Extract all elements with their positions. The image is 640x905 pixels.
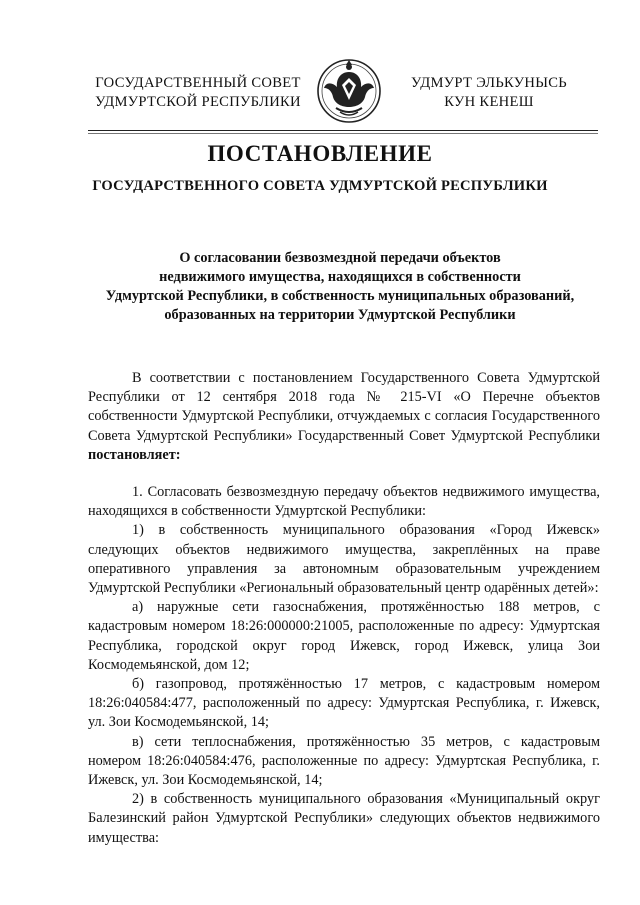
body-paragraph: в) сети теплоснабжения, протяжённостью 35 метров, с кадастровым номером 18:26:040584:476, расположенные по адресу: Удмуртская Республика, г. Ижевск, ул. Зои Космодемьянской, 14;: [88, 733, 600, 789]
subject-line: недвижимого имущества, находящихся в собственности: [159, 269, 521, 285]
header-divider-secondary: [88, 133, 598, 134]
body-paragraph: 1) в собственность муниципального образования «Город Ижевск» следующих объектов недвижимого имущества, закреплённых на праве оперативного управления за автономным образовательным учреждением Удмуртской Республики «Региональный образовательный центр одарённых детей»:: [88, 522, 600, 597]
document-body: [88, 369, 600, 848]
body-paragraph: а) наружные сети газоснабжения, протяжённостью 188 метров, с кадастровым номером 18:26:000000:21005, расположенные по адресу: Удмуртская Республика, городской округ город Ижевск, город Ижевск, улица Зои Космодемьянской, дом 12;: [88, 599, 600, 673]
body-paragraph: 1. Согласовать безвозмездную передачу объектов недвижимого имущества, находящихся в собственности Удмуртской Республики:: [88, 484, 600, 520]
document-subtitle: ГОСУДАРСТВЕННОГО СОВЕТА УДМУРТСКОЙ РЕСПУБЛИКИ: [92, 178, 548, 194]
coat-of-arms-icon: [316, 58, 382, 124]
document-title: ПОСТАНОВЛЕНИЕ: [207, 141, 433, 166]
body-paragraph: б) газопровод, протяжённостью 17 метров, с кадастровым номером 18:26:040584:477, расположенный по адресу: Удмуртская Республика, г. Ижевск, ул. Зои Космодемьянской, 14;: [88, 676, 600, 731]
preamble-bold: постановляет:: [88, 446, 181, 463]
preamble-text: В соответствии с постановлением Государственного Совета Удмуртской Республики от 12 сентября 2018 года № 215-VI «О Перечне объектов собственности Удмуртской Республики, отчуждаемых с согласия Государственного Совета Удмуртской Республики» Государственный Совет Удмуртской Республики: [88, 370, 600, 444]
preamble-paragraph: [88, 369, 600, 465]
header-left-line1: ГОСУДАРСТВЕННЫЙ СОВЕТ: [95, 75, 301, 91]
header-right: [389, 74, 589, 112]
header-right-line1: УДМУРТ ЭЛЬКУНЫСЬ: [411, 75, 567, 91]
subject-line: О согласовании безвозмездной передачи объектов: [179, 250, 501, 266]
header-left-line2: УДМУРТСКОЙ РЕСПУБЛИКИ: [95, 94, 301, 110]
document-subject: [80, 249, 600, 325]
header-right-line2: КУН КЕНЕШ: [444, 94, 534, 110]
body-paragraph: 2) в собственность муниципального образования «Муниципальный округ Балезинский район Удмуртской Республики» следующих объектов недвижимого имущества:: [88, 791, 600, 846]
subject-line: образованных на территории Удмуртской Республики: [164, 307, 516, 323]
header-divider: [88, 130, 598, 131]
subject-line: Удмуртской Республики, в собственность муниципальных образований,: [105, 288, 575, 304]
header-left: [88, 74, 308, 112]
